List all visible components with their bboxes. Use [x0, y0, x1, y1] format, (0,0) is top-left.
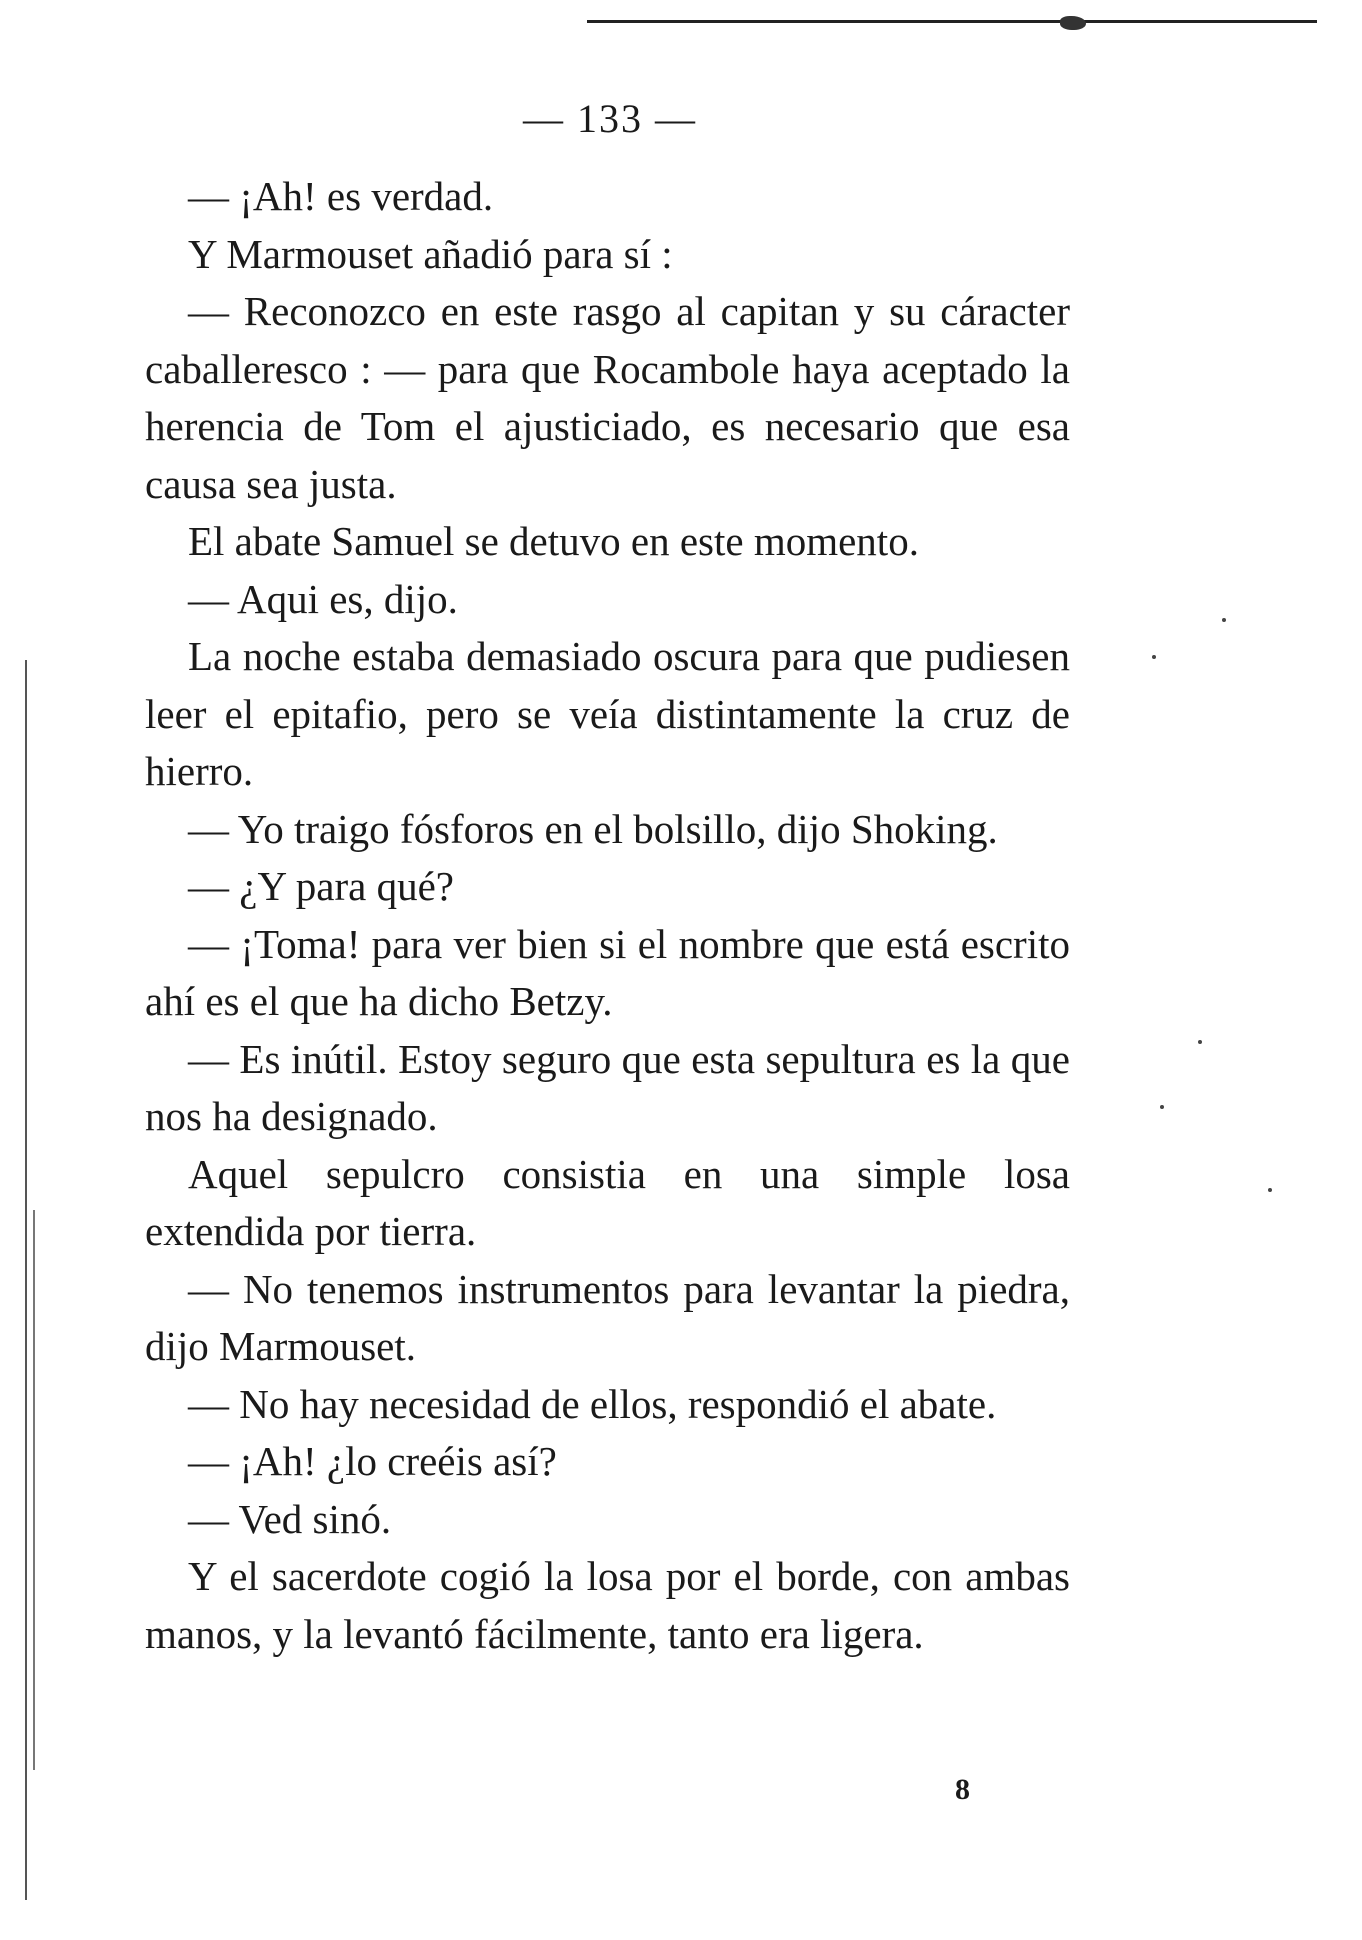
margin-rule: [25, 660, 27, 1900]
paragraph: Aquel sepulcro consistia en una simple losa extendida por tierra.: [145, 1150, 1070, 1254]
paragraph: — Aqui es, dijo.: [188, 575, 458, 622]
ink-speck: [1198, 1040, 1202, 1044]
paragraph: — Es inútil. Estoy seguro que esta sepultura es la que nos ha designado.: [145, 1035, 1070, 1139]
paragraph: Y el sacerdote cogió la losa por el borde, con ambas manos, y la levantó fácilmente, tanto era ligera.: [145, 1553, 1070, 1657]
margin-rule-secondary: [33, 1210, 35, 1770]
top-rule: [587, 20, 1317, 23]
paragraph: — Yo traigo fósforos en el bolsillo, dijo Shoking.: [188, 805, 998, 852]
paragraph: — No tenemos instrumentos para levantar la piedra, dijo Marmouset.: [145, 1265, 1070, 1369]
ink-speck: [1152, 655, 1156, 659]
paragraph: — ¡Ah! es verdad.: [188, 173, 494, 219]
paragraph: — Reconozco en este rasgo al capitan y su cáracter caballeresco : — para que Rocambole haya aceptado la herencia de Tom el ajusticiado, es necesario que esa causa sea justa.: [145, 288, 1070, 507]
ink-blot: [1060, 16, 1086, 30]
paragraph: — ¡Toma! para ver bien si el nombre que está escrito ahí es el que ha dicho Betzy.: [145, 920, 1070, 1024]
signature-mark: 8: [955, 1773, 970, 1806]
paragraph: La noche estaba demasiado oscura para que pudiesen leer el epitafio, pero se veía distintamente la cruz de hierro.: [145, 633, 1070, 794]
paragraph: — Ved sinó.: [188, 1495, 392, 1542]
ink-speck: [1268, 1188, 1272, 1192]
paragraph: El abate Samuel se detuvo en este momento.: [188, 518, 919, 564]
page-number-header: — 133 —: [523, 96, 697, 141]
body-text: [145, 168, 1070, 1663]
ink-speck: [1160, 1105, 1164, 1109]
paragraph: — ¿Y para qué?: [188, 863, 454, 909]
paragraph: Y Marmouset añadió para sí :: [188, 230, 673, 277]
paragraph: — ¡Ah! ¿lo creéis así?: [188, 1438, 557, 1484]
ink-speck: [1222, 618, 1226, 622]
paragraph: — No hay necesidad de ellos, respondió el abate.: [188, 1380, 997, 1427]
